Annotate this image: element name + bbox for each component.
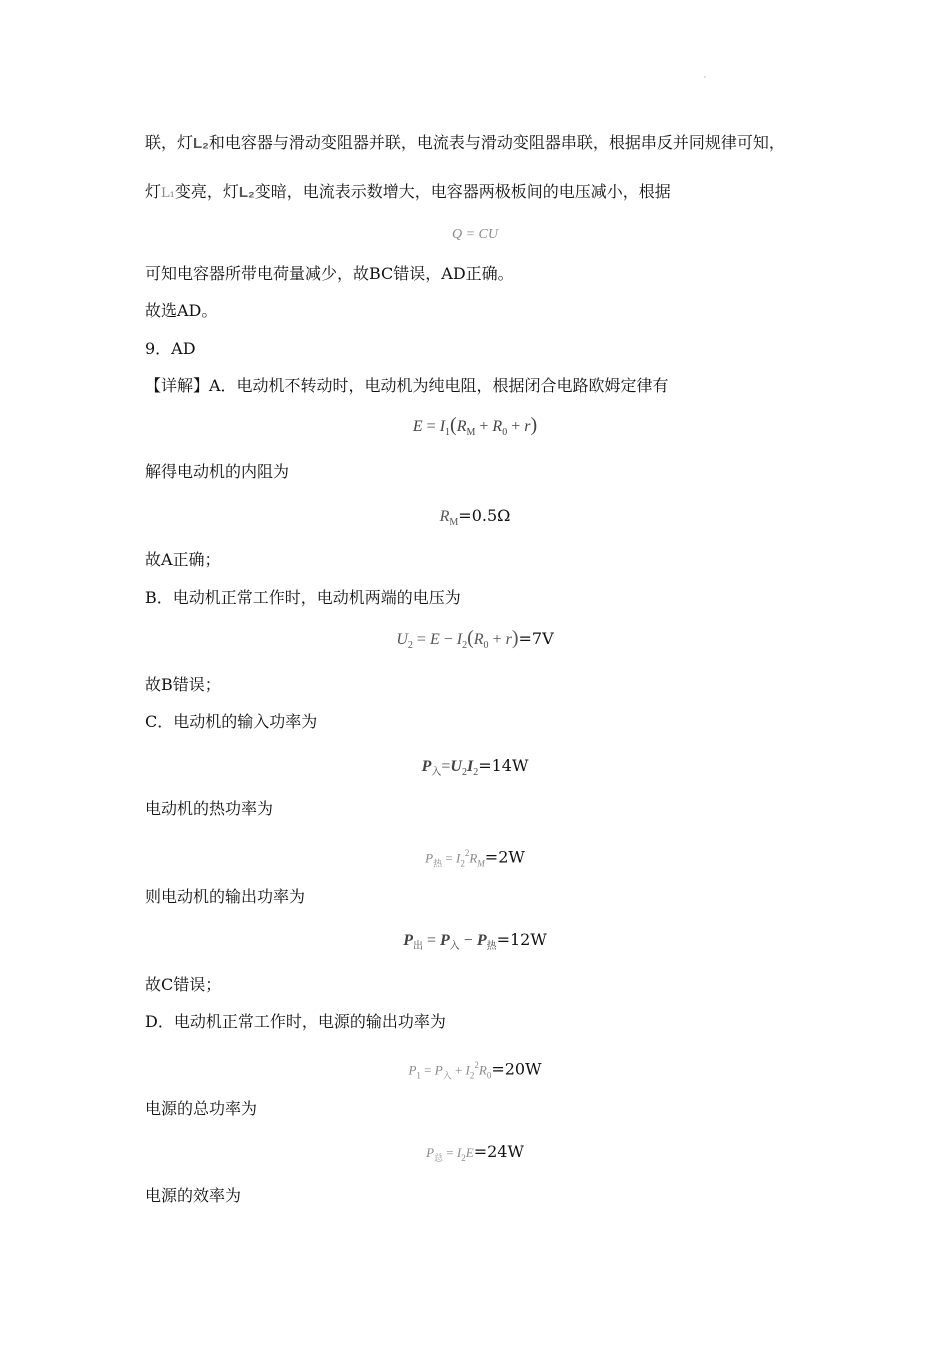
equation-heat-power: $P_热 = I_2^2R_M=2W$ <box>425 847 525 870</box>
paragraph-line-14: 故C错误； <box>145 975 222 994</box>
equation-total-power: $P_总 = I_2E=24W$ <box>426 1142 524 1165</box>
equation-value: =24W <box>473 1142 524 1161</box>
equation-value: =0.5Ω <box>458 506 511 525</box>
paragraph-line-3: 可知电容器所带电荷量减少，故BC错误，AD正确。 <box>145 264 514 283</box>
paragraph-line-2 <box>145 182 671 204</box>
lamp-symbol: L₁ <box>161 186 175 201</box>
paragraph-line-12: 电动机的热功率为 <box>145 799 274 818</box>
paragraph-line-17: 电源的效率为 <box>145 1186 242 1205</box>
paragraph-line-4: 故选AD。 <box>145 301 218 320</box>
text-segment: 变暗，电流表示数增大，电容器两极板间的电压减小，根据 <box>254 182 671 201</box>
text-segment: 变亮，灯 <box>174 182 239 201</box>
paragraph-line-6: 【详解】A．电动机不转动时，电动机为纯电阻，根据闭合电路欧姆定律有 <box>145 376 669 395</box>
speck <box>704 76 706 78</box>
text-segment: 灯 <box>145 182 162 201</box>
equation-value: =14W <box>478 756 529 775</box>
equation-value: =7V <box>518 629 554 648</box>
paragraph-line-1 <box>145 133 785 154</box>
text-segment: 和电容器与滑动变阻器并联，电流表与滑动变阻器串联，根据串反并同规律可知， <box>208 133 785 152</box>
equation-input-power: $P_入=U_2I_2=14W$ <box>421 756 529 779</box>
equation-source-output: $P_1 = P_入 + I_2^2R_0=20W$ <box>408 1059 542 1082</box>
paragraph-line-11: C．电动机的输入功率为 <box>145 712 318 731</box>
equation-output-power: $P_出 = P_入 - P_热=12W$ <box>403 930 547 953</box>
equation-emf: $E = I_1(R_M + R_0 + r)$ <box>412 414 538 439</box>
question-number: 9．AD <box>145 339 196 358</box>
paragraph-line-9: B．电动机正常工作时，电动机两端的电压为 <box>145 588 461 607</box>
paragraph-line-7: 解得电动机的内阻为 <box>145 462 290 481</box>
equation-internal-resistance: $R_M=0.5\Omega$ <box>439 506 511 529</box>
equation-value: =2W <box>484 847 525 867</box>
paragraph-line-16: 电源的总功率为 <box>145 1099 258 1118</box>
equation-charge <box>0 223 950 245</box>
paragraph-line-10: 故B错误； <box>145 675 221 694</box>
lamp-symbol: L₂ <box>193 135 209 152</box>
paragraph-line-13: 则电动机的输出功率为 <box>145 887 306 906</box>
equation-value: =12W <box>496 930 547 949</box>
equation-voltage: $U_2 = E - I_2(R_0 + r)=7V$ <box>396 627 554 652</box>
paragraph-line-8: 故A正确； <box>145 550 221 569</box>
lamp-symbol: L₂ <box>238 184 255 201</box>
paragraph-line-15: D．电动机正常工作时，电源的输出功率为 <box>145 1012 446 1031</box>
equation-text: Q = CU <box>451 227 498 242</box>
equation-value: =20W <box>491 1059 542 1079</box>
text-segment: 联，灯 <box>145 133 194 152</box>
